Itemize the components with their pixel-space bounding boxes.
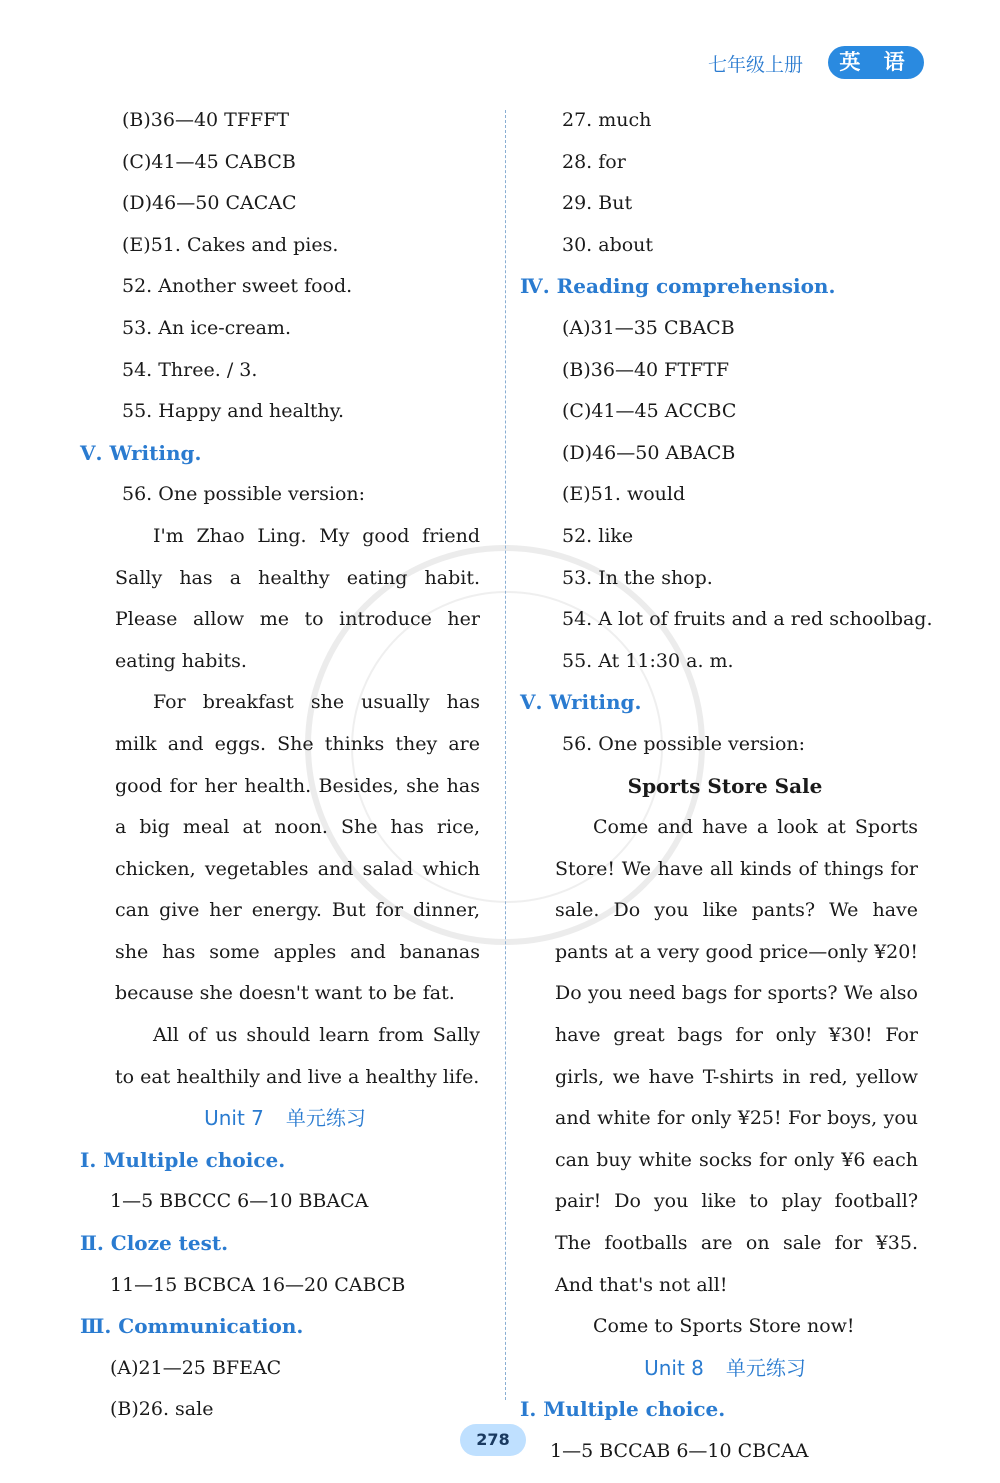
writing-intro: 56. One possible version:: [122, 483, 366, 506]
essay-left: [80, 516, 480, 1098]
section-heading-cloze: Ⅱ. Cloze test.: [80, 1231, 229, 1256]
essay-paragraph: Come to Sports Store now!: [593, 1315, 855, 1338]
unit-exercise-label: 单元练习: [285, 1106, 366, 1131]
answer-line: 53. In the shop.: [562, 566, 713, 589]
answer-line: (A)31—35 CBACB: [562, 316, 735, 339]
writing-intro: 56. One possible version:: [562, 732, 806, 755]
essay-title: Sports Store Sale: [627, 773, 823, 798]
answer-line: 1—5 BBCCC 6—10 BBACA: [110, 1190, 369, 1213]
answer-line: 54. A lot of fruits and a red schoolbag.: [562, 608, 933, 631]
answer-line: (B)26. sale: [110, 1398, 214, 1421]
unit-label: Unit 8: [644, 1355, 704, 1380]
answer-line: (B)36—40 TFFFT: [122, 109, 290, 131]
essay-right: [520, 807, 918, 1348]
section-heading-multiple-choice: Ⅰ. Multiple choice.: [80, 1147, 286, 1172]
essay-paragraph: I'm Zhao Ling. My good friend Sally has a healthy eating habit. Please allow me to introduce her eating habits.: [115, 524, 480, 672]
answer-line: 29. But: [562, 192, 633, 215]
answer-line: (C)41—45 CABCB: [122, 150, 296, 173]
answer-line: 55. Happy and healthy.: [122, 400, 345, 423]
answer-line: 52. Another sweet food.: [122, 275, 353, 298]
section-heading-writing: Ⅴ. Writing.: [80, 440, 202, 465]
section-heading-reading: Ⅳ. Reading comprehension.: [520, 274, 836, 299]
answer-line: (D)46—50 CACAC: [122, 192, 297, 215]
answer-line: 30. about: [562, 233, 654, 256]
answer-line: 52. like: [562, 524, 634, 547]
column-divider: [505, 110, 506, 1400]
answer-line: 11—15 BCBCA 16—20 CABCB: [110, 1273, 406, 1296]
answer-line: (A)21—25 BFEAC: [110, 1356, 282, 1379]
section-heading-multiple-choice: Ⅰ. Multiple choice.: [520, 1397, 726, 1422]
subject-badge: 英 语: [828, 46, 924, 79]
answer-line: 27. much: [562, 109, 652, 131]
page-header: [0, 44, 1000, 84]
answer-line: 54. Three. / 3.: [122, 358, 258, 381]
essay-paragraph: All of us should learn from Sally to eat healthily and live a healthy life.: [115, 1024, 480, 1088]
left-column: [80, 100, 490, 1431]
unit-label: Unit 7: [204, 1106, 264, 1131]
answer-line: (C)41—45 ACCBC: [562, 400, 737, 423]
grade-label: 七年级上册: [708, 54, 804, 76]
answer-line: 53. An ice-cream.: [122, 316, 291, 339]
right-column: [520, 100, 933, 1473]
answer-line: (E)51. would: [562, 483, 686, 506]
answer-line: (D)46—50 ABACB: [562, 441, 736, 464]
answer-line: 28. for: [562, 150, 626, 173]
answer-line: (E)51. Cakes and pies.: [122, 233, 339, 256]
unit-title: [80, 1098, 490, 1140]
section-heading-communication: Ⅲ. Communication.: [80, 1314, 304, 1339]
unit-title: [520, 1348, 930, 1390]
essay-paragraph: Come and have a look at Sports Store! We have all kinds of things for sale. Do you like pants? We have pants at a very good price—only ¥20! Do you need bags for sports? We also have great bags for only ¥30! For girls, we have T-shirts in red, yellow and white for only ¥25! For boys, you can buy white socks for only ¥6 each pair! Do you like to play football? The footballs are on sale for ¥35. And that's not all!: [555, 816, 918, 1296]
answer-line: 55. At 11:30 a. m.: [562, 649, 734, 672]
unit-exercise-label: 单元练习: [725, 1355, 806, 1380]
answer-line: (B)36—40 FTFTF: [562, 358, 730, 381]
page-number: 278: [460, 1424, 526, 1456]
section-heading-writing: Ⅴ. Writing.: [520, 690, 642, 715]
answer-line: 1—5 BCCAB 6—10 CBCAA: [550, 1440, 809, 1462]
essay-paragraph: For breakfast she usually has milk and eggs. She thinks they are good for her health. Besides, she has a big meal at noon. She has rice, chicken, vegetables and salad which can give her energy. But for dinner, she has some apples and bananas because she doesn't want to be fat.: [115, 691, 480, 1005]
